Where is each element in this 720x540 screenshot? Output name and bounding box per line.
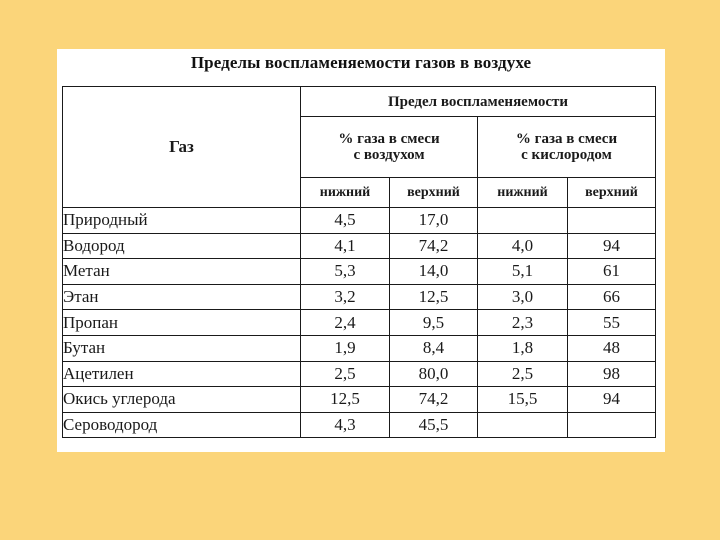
air-upper-cell: 74,2 bbox=[390, 233, 478, 259]
air-upper-cell: 9,5 bbox=[390, 310, 478, 336]
table-row bbox=[63, 387, 656, 413]
oxy-lower-cell bbox=[478, 208, 568, 234]
oxy-upper-cell: 55 bbox=[568, 310, 656, 336]
air-upper-cell: 8,4 bbox=[390, 335, 478, 361]
gas-name-cell: Сероводород bbox=[63, 412, 301, 438]
gas-name-cell: Окись углерода bbox=[63, 387, 301, 413]
table-row bbox=[63, 208, 656, 234]
oxy-upper-cell bbox=[568, 412, 656, 438]
oxy-lower-cell: 3,0 bbox=[478, 284, 568, 310]
air-upper-cell: 80,0 bbox=[390, 361, 478, 387]
air-lower-cell: 4,3 bbox=[301, 412, 390, 438]
column-header-oxygen bbox=[478, 117, 656, 178]
air-upper-cell: 17,0 bbox=[390, 208, 478, 234]
page-title: Пределы воспламеняемости газов в воздухе bbox=[190, 53, 532, 72]
air-upper-cell: 14,0 bbox=[390, 259, 478, 285]
flammability-table bbox=[62, 86, 656, 438]
oxy-header-line2: с кислородом bbox=[521, 147, 612, 163]
oxy-lower-cell: 15,5 bbox=[478, 387, 568, 413]
gas-name-cell: Этан bbox=[63, 284, 301, 310]
air-lower-cell: 4,1 bbox=[301, 233, 390, 259]
table-row bbox=[63, 310, 656, 336]
oxy-lower-cell: 5,1 bbox=[478, 259, 568, 285]
column-header-air bbox=[301, 117, 478, 178]
air-lower-cell: 2,5 bbox=[301, 361, 390, 387]
air-lower-cell: 12,5 bbox=[301, 387, 390, 413]
oxy-upper-cell: 48 bbox=[568, 335, 656, 361]
air-lower-cell: 5,3 bbox=[301, 259, 390, 285]
oxy-lower-cell: 4,0 bbox=[478, 233, 568, 259]
table-row bbox=[63, 233, 656, 259]
air-lower-cell: 2,4 bbox=[301, 310, 390, 336]
table-row bbox=[63, 259, 656, 285]
column-header-air-lower: нижний bbox=[301, 178, 390, 208]
column-header-gas: Газ bbox=[63, 87, 301, 208]
gas-name-cell: Бутан bbox=[63, 335, 301, 361]
column-header-air-upper: верхний bbox=[390, 178, 478, 208]
oxy-upper-cell: 94 bbox=[568, 387, 656, 413]
oxy-lower-cell bbox=[478, 412, 568, 438]
gas-name-cell: Ацетилен bbox=[63, 361, 301, 387]
oxy-upper-cell: 61 bbox=[568, 259, 656, 285]
column-header-limit: Предел воспламеняемости bbox=[301, 87, 656, 117]
air-header-line1: % газа в смеси bbox=[338, 131, 440, 147]
oxy-lower-cell: 2,5 bbox=[478, 361, 568, 387]
air-upper-cell: 12,5 bbox=[390, 284, 478, 310]
air-lower-cell: 4,5 bbox=[301, 208, 390, 234]
oxy-upper-cell: 94 bbox=[568, 233, 656, 259]
gas-name-cell: Метан bbox=[63, 259, 301, 285]
oxy-header-line1: % газа в смеси bbox=[515, 131, 618, 147]
oxy-lower-cell: 1,8 bbox=[478, 335, 568, 361]
oxy-upper-cell bbox=[568, 208, 656, 234]
table-row bbox=[63, 361, 656, 387]
air-upper-cell: 45,5 bbox=[390, 412, 478, 438]
table-row bbox=[63, 412, 656, 438]
oxy-lower-cell: 2,3 bbox=[478, 310, 568, 336]
gas-name-cell: Пропан bbox=[63, 310, 301, 336]
document-page bbox=[57, 49, 665, 452]
air-header-line2: с воздухом bbox=[353, 147, 425, 163]
oxy-upper-cell: 98 bbox=[568, 361, 656, 387]
table-row bbox=[63, 284, 656, 310]
air-lower-cell: 3,2 bbox=[301, 284, 390, 310]
air-lower-cell: 1,9 bbox=[301, 335, 390, 361]
table-row bbox=[63, 335, 656, 361]
column-header-oxy-upper: верхний bbox=[568, 178, 656, 208]
oxy-upper-cell: 66 bbox=[568, 284, 656, 310]
gas-name-cell: Водород bbox=[63, 233, 301, 259]
air-upper-cell: 74,2 bbox=[390, 387, 478, 413]
column-header-oxy-lower: нижний bbox=[478, 178, 568, 208]
gas-name-cell: Природный bbox=[63, 208, 301, 234]
